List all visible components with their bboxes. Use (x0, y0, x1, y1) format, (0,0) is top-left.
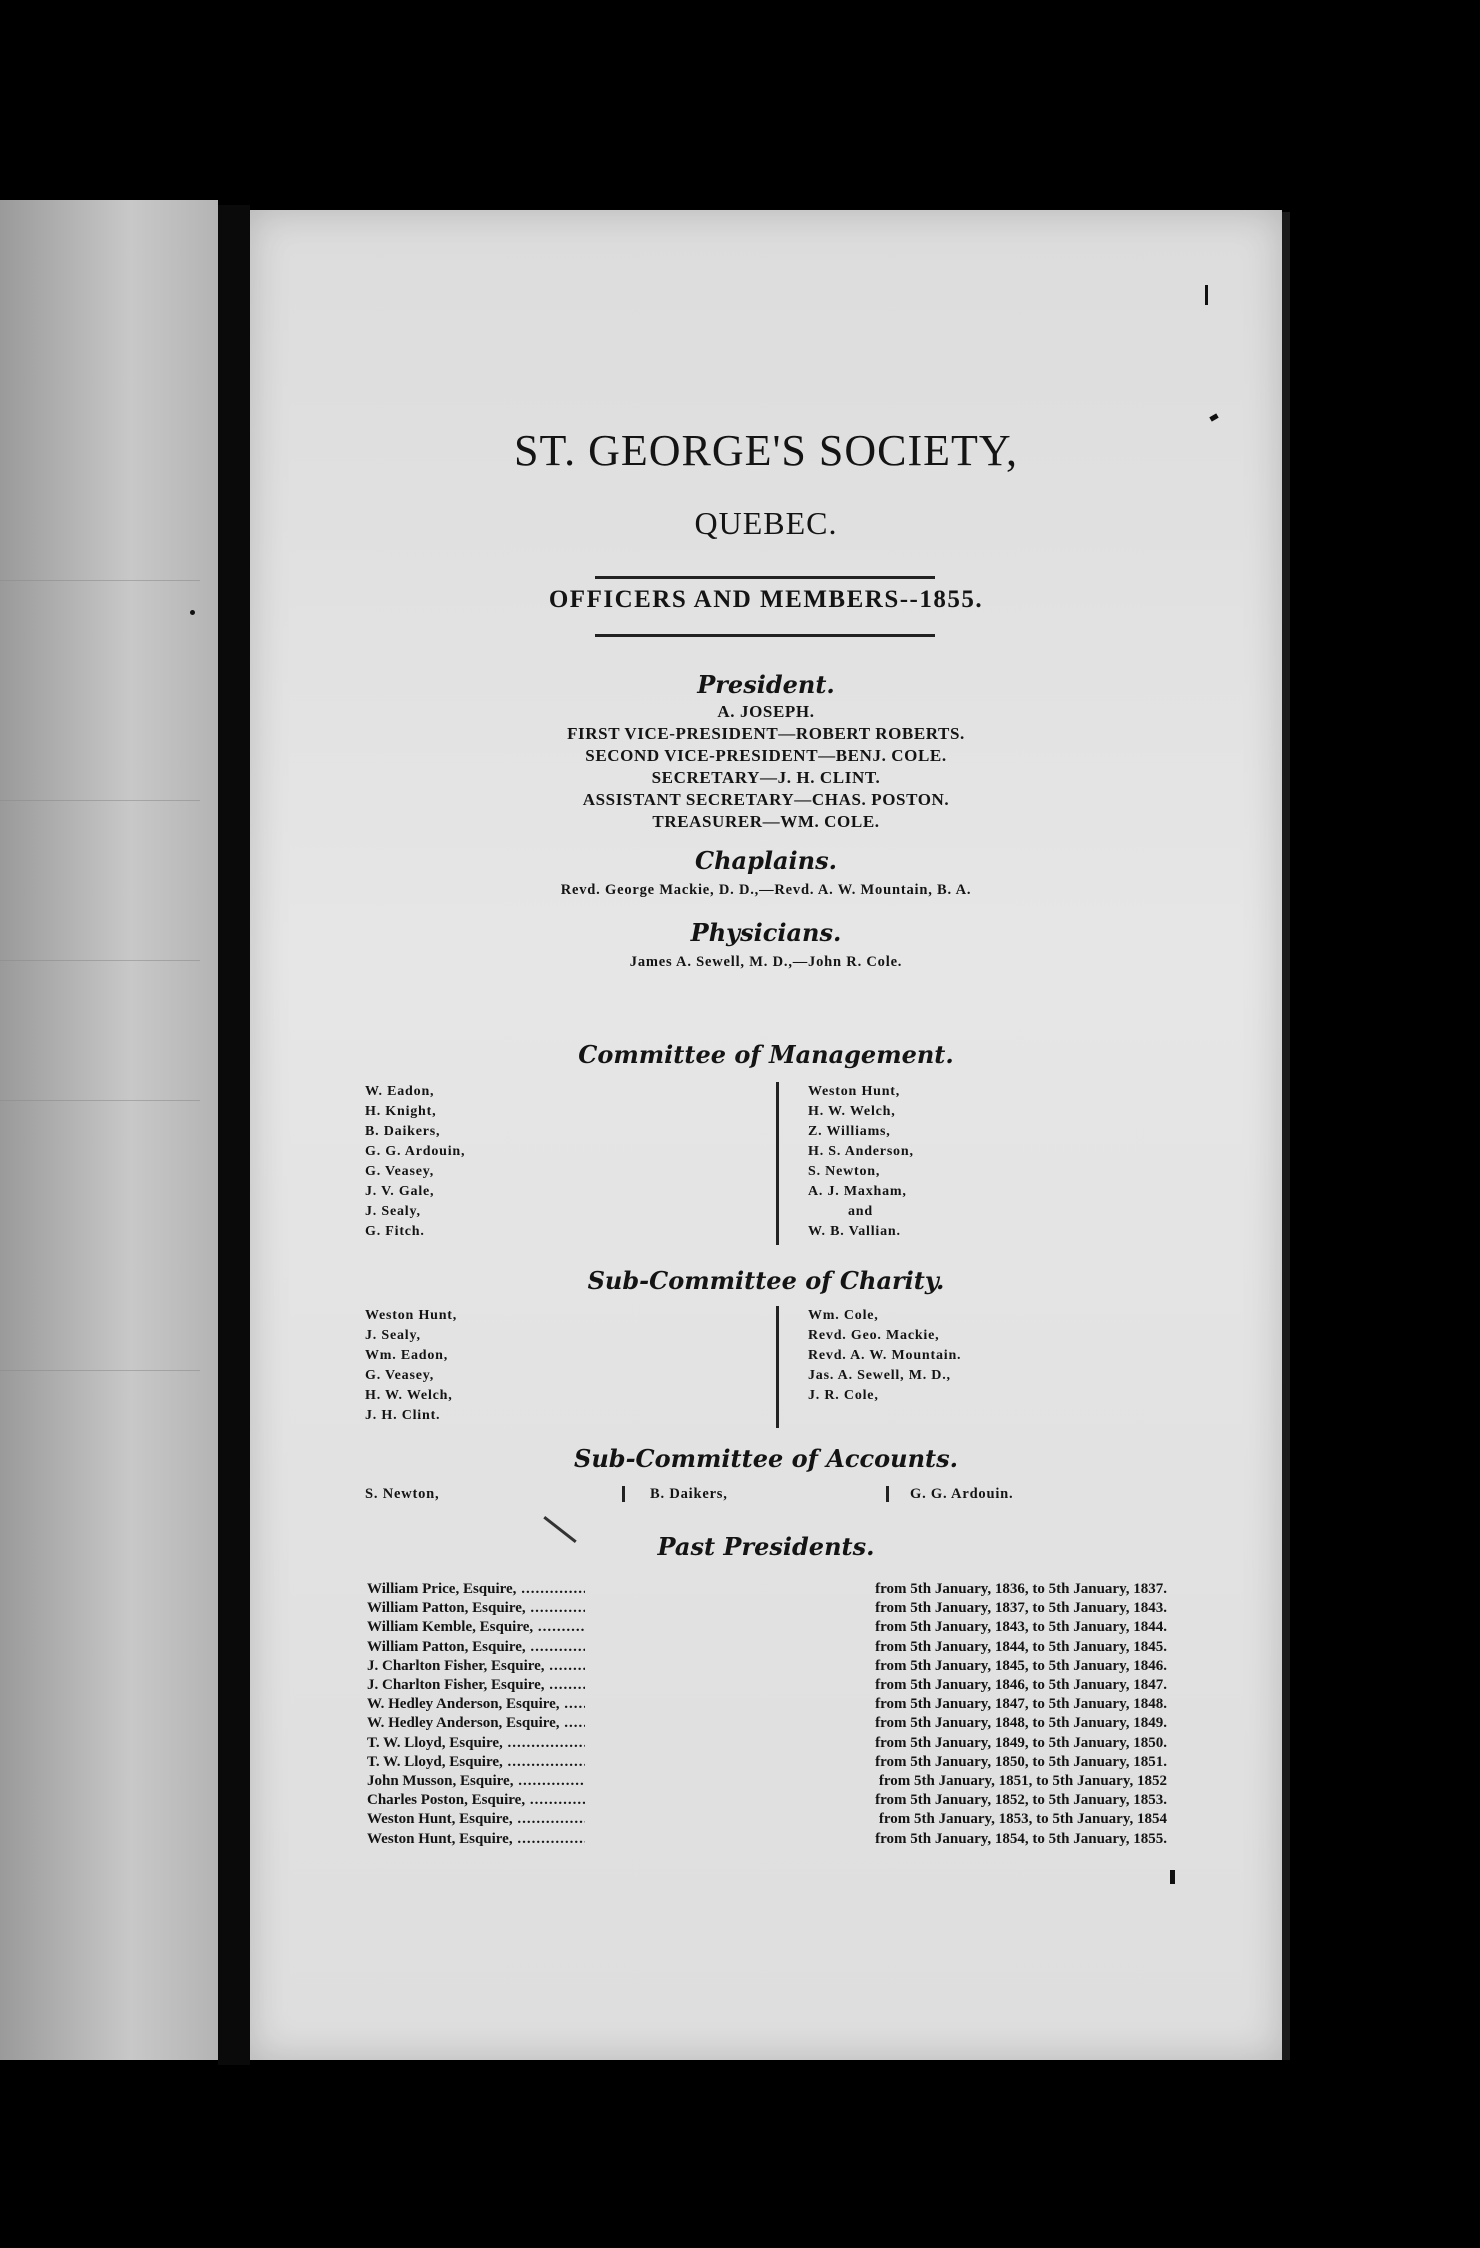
list-item: W. B. Vallian. (808, 1224, 901, 1239)
list-item (367, 1676, 1167, 1695)
list-item (367, 1772, 1167, 1791)
president-name: T. W. Lloyd, Esquire, ..... (367, 1734, 585, 1753)
officer-line: A. JOSEPH. (717, 702, 815, 721)
column-divider (886, 1486, 889, 1502)
accounts-member: B. Daikers, (650, 1486, 728, 1502)
page-edge (1282, 212, 1290, 2060)
president-name: Weston Hunt, Esquire, ..... (367, 1830, 585, 1849)
list-item (367, 1618, 1167, 1637)
committee-left-column (365, 1082, 465, 1242)
list-item: W. Eadon, (365, 1084, 435, 1099)
term-range: from 5th January, 1836, to 5th January, 1837. (875, 1581, 1167, 1597)
document-page (250, 210, 1282, 2060)
charity-right-column (808, 1306, 961, 1406)
list-item: H. W. Welch, (808, 1104, 896, 1119)
column-divider (776, 1082, 779, 1245)
president-name: J. Charlton Fisher, Esquire, ..... (367, 1657, 585, 1676)
top-rule (595, 576, 935, 579)
list-item (367, 1657, 1167, 1676)
list-item: G. G. Ardouin, (365, 1144, 466, 1159)
president-name: W. Hedley Anderson, Esquire, ..... (367, 1714, 585, 1733)
past-presidents-heading: Past Presidents. (657, 1532, 875, 1561)
officer-line: FIRST VICE-PRESIDENT—ROBERT ROBERTS. (567, 724, 965, 743)
president-name: Charles Poston, Esquire, ..... (367, 1791, 585, 1810)
page-subtitle: QUEBEC. (694, 505, 838, 541)
committee-heading: Committee of Management. (578, 1040, 954, 1069)
list-item: Revd. Geo. Mackie, (808, 1328, 940, 1343)
president-name: William Price, Esquire, ..... (367, 1580, 585, 1599)
list-item: A. J. Maxham, (808, 1184, 907, 1199)
list-item: Jas. A. Sewell, M. D., (808, 1368, 951, 1383)
charity-heading: Sub-Committee of Charity. (587, 1266, 945, 1295)
term-range: from 5th January, 1845, to 5th January, 1846. (875, 1657, 1167, 1674)
list-item (367, 1753, 1167, 1772)
officer-line: TREASURER—WM. COLE. (652, 812, 880, 831)
list-item (367, 1734, 1167, 1753)
president-name: T. W. Lloyd, Esquire, ..... (367, 1753, 585, 1772)
list-item (367, 1791, 1167, 1810)
list-item: Weston Hunt, (365, 1308, 458, 1323)
president-name: William Patton, Esquire, ..... (367, 1599, 585, 1618)
list-item (367, 1638, 1167, 1657)
president-name: William Kemble, Esquire, ..... (367, 1618, 585, 1637)
book-gutter (218, 205, 250, 2065)
president-name: William Patton, Esquire, ..... (367, 1638, 585, 1657)
list-item (367, 1810, 1167, 1829)
term-range: from 5th January, 1853, to 5th January, 1854 (878, 1811, 1167, 1828)
list-item: G. Veasey, (365, 1164, 435, 1179)
term-range: from 5th January, 1851, to 5th January, 1852 (878, 1773, 1167, 1790)
list-item: Z. Williams, (808, 1124, 891, 1139)
term-range: from 5th January, 1837, to 5th January, 1843. (875, 1600, 1167, 1617)
accounts-member: G. G. Ardouin. (910, 1486, 1014, 1502)
list-item: G. Veasey, (365, 1368, 435, 1383)
physicians-text: James A. Sewell, M. D.,—John R. Cole. (629, 954, 903, 970)
president-heading: President. (697, 670, 835, 699)
accounts-heading: Sub-Committee of Accounts. (574, 1444, 958, 1473)
list-item (367, 1580, 1167, 1599)
term-range: from 5th January, 1848, to 5th January, 1849. (875, 1715, 1167, 1732)
list-item: Wm. Cole, (808, 1308, 879, 1323)
list-item: B. Daikers, (365, 1124, 441, 1139)
chaplains-text: Revd. George Mackie, D. D.,—Revd. A. W. Mountain, B. A. (560, 882, 972, 898)
term-range: from 5th January, 1846, to 5th January, 1847. (875, 1677, 1167, 1694)
term-range: from 5th January, 1843, to 5th January, 1844. (875, 1619, 1167, 1636)
term-range: from 5th January, 1850, to 5th January, 1851. (875, 1753, 1167, 1770)
officers-heading: OFFICERS AND MEMBERS--1855. (548, 586, 984, 613)
column-divider (622, 1486, 625, 1502)
scan-speck (1209, 413, 1218, 421)
list-item: Wm. Eadon, (365, 1348, 449, 1363)
list-item: S. Newton, (808, 1164, 881, 1179)
list-item: H. W. Welch, (365, 1388, 453, 1403)
list-item: J. Sealy, (365, 1204, 421, 1219)
scan-speck (1170, 1870, 1175, 1884)
list-item: G. Fitch. (365, 1224, 425, 1239)
bottom-rule (595, 634, 935, 637)
scan-speck (190, 610, 195, 615)
list-item (367, 1714, 1167, 1733)
list-item: and (848, 1204, 873, 1219)
officer-line: ASSISTANT SECRETARY—CHAS. POSTON. (582, 790, 950, 809)
list-item: Revd. A. W. Mountain. (808, 1348, 962, 1363)
list-item: J. R. Cole, (808, 1388, 879, 1403)
scan-speck (1205, 285, 1208, 305)
president-name: Weston Hunt, Esquire, ..... (367, 1810, 585, 1829)
list-item (367, 1695, 1167, 1714)
list-item: J. V. Gale, (365, 1184, 435, 1199)
president-name: John Musson, Esquire, ..... (367, 1772, 585, 1791)
list-item: J. H. Clint. (365, 1408, 441, 1423)
committee-right-column (808, 1082, 914, 1242)
term-range: from 5th January, 1844, to 5th January, 1845. (875, 1638, 1167, 1655)
past-presidents-list (367, 1580, 1167, 1849)
page-title: ST. GEORGE'S SOCIETY, (513, 426, 1018, 475)
term-range: from 5th January, 1852, to 5th January, 1853. (875, 1792, 1167, 1809)
officer-line: SECRETARY—J. H. CLINT. (651, 768, 881, 787)
chaplains-heading: Chaplains. (695, 846, 837, 875)
officer-line: SECOND VICE-PRESIDENT—BENJ. COLE. (585, 746, 947, 765)
facing-page (0, 200, 218, 2060)
term-range: from 5th January, 1847, to 5th January, 1848. (875, 1696, 1167, 1713)
list-item: Weston Hunt, (808, 1084, 901, 1099)
list-item: J. Sealy, (365, 1328, 421, 1343)
physicians-heading: Physicians. (690, 918, 842, 947)
column-divider (776, 1306, 779, 1428)
president-name: J. Charlton Fisher, Esquire, ..... (367, 1676, 585, 1695)
term-range: from 5th January, 1849, to 5th January, 1850. (875, 1734, 1167, 1751)
accounts-member: S. Newton, (365, 1486, 440, 1502)
list-item: H. S. Anderson, (808, 1144, 914, 1159)
list-item (367, 1599, 1167, 1618)
president-name: W. Hedley Anderson, Esquire, ..... (367, 1695, 585, 1714)
list-item (367, 1830, 1167, 1849)
charity-left-column (365, 1306, 457, 1426)
term-range: from 5th January, 1854, to 5th January, 1855. (875, 1830, 1167, 1847)
list-item: H. Knight, (365, 1104, 437, 1119)
